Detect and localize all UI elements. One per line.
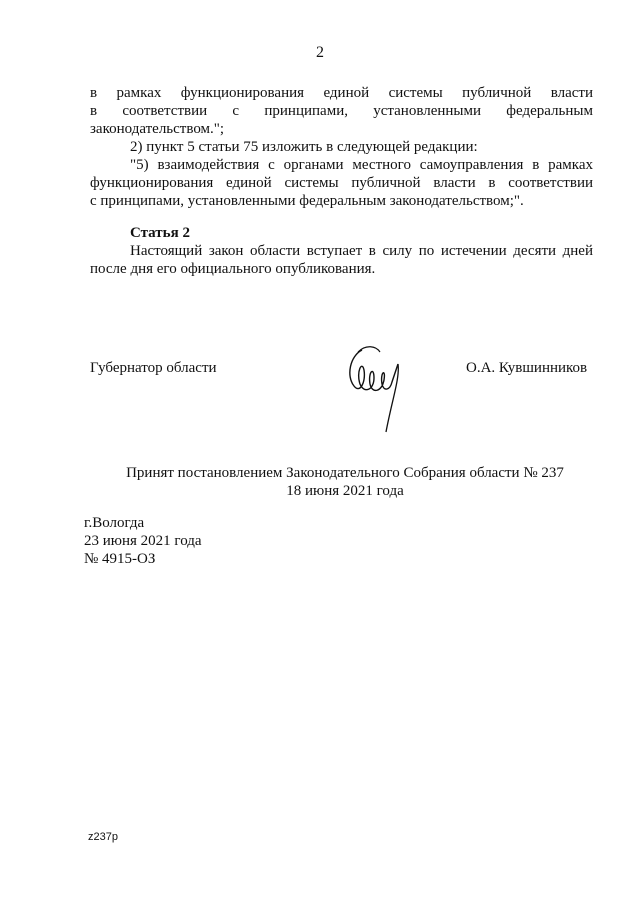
governor-name: О.А. Кувшинников	[466, 360, 588, 376]
article2-line1: Настоящий закон области вступает в силу по истечении десяти дней	[130, 243, 593, 259]
footer-code: z237р	[88, 831, 118, 843]
word: установленными	[373, 103, 482, 119]
word: публичной	[462, 85, 532, 101]
item2-line4: с принципами, установленными федеральным законодательством;".	[90, 193, 524, 209]
article2-title: Статья 2	[130, 225, 190, 241]
governor-title: Губернатор области	[90, 360, 217, 376]
word: с	[232, 103, 240, 119]
law-date: 23 июня 2021 года	[84, 533, 202, 549]
page-number: 2	[316, 44, 324, 61]
word: в	[90, 85, 98, 101]
item2-line2: "5) взаимодействия с органами местного самоуправления в рамках	[130, 157, 593, 173]
article2-line2: после дня его официального опубликования.	[90, 261, 376, 277]
para1-line2	[90, 102, 593, 120]
item2-line3: функционирования единой системы публичной власти в соответствии	[90, 175, 593, 191]
handwritten-signature	[340, 342, 415, 434]
para1-line3: законодательством.";	[90, 121, 225, 137]
word: федеральным	[506, 103, 593, 119]
law-number: № 4915-ОЗ	[84, 551, 156, 567]
word: единой	[323, 85, 370, 101]
word: власти	[550, 85, 593, 101]
item2-line1: 2) пункт 5 статьи 75 изложить в следующей редакции:	[130, 139, 478, 155]
adoption-block	[0, 464, 640, 500]
city: г.Вологда	[84, 515, 145, 531]
adoption-line2: 18 июня 2021 года	[286, 483, 404, 499]
word: функционирования	[180, 85, 305, 101]
word: соответствии	[122, 103, 208, 119]
word: системы	[388, 85, 443, 101]
word: рамках	[116, 85, 162, 101]
word: принципами,	[264, 103, 348, 119]
para1-line1	[90, 84, 593, 102]
adoption-line1: Принят постановлением Законодательного Собрания области № 237	[126, 465, 564, 481]
word: в	[90, 103, 98, 119]
